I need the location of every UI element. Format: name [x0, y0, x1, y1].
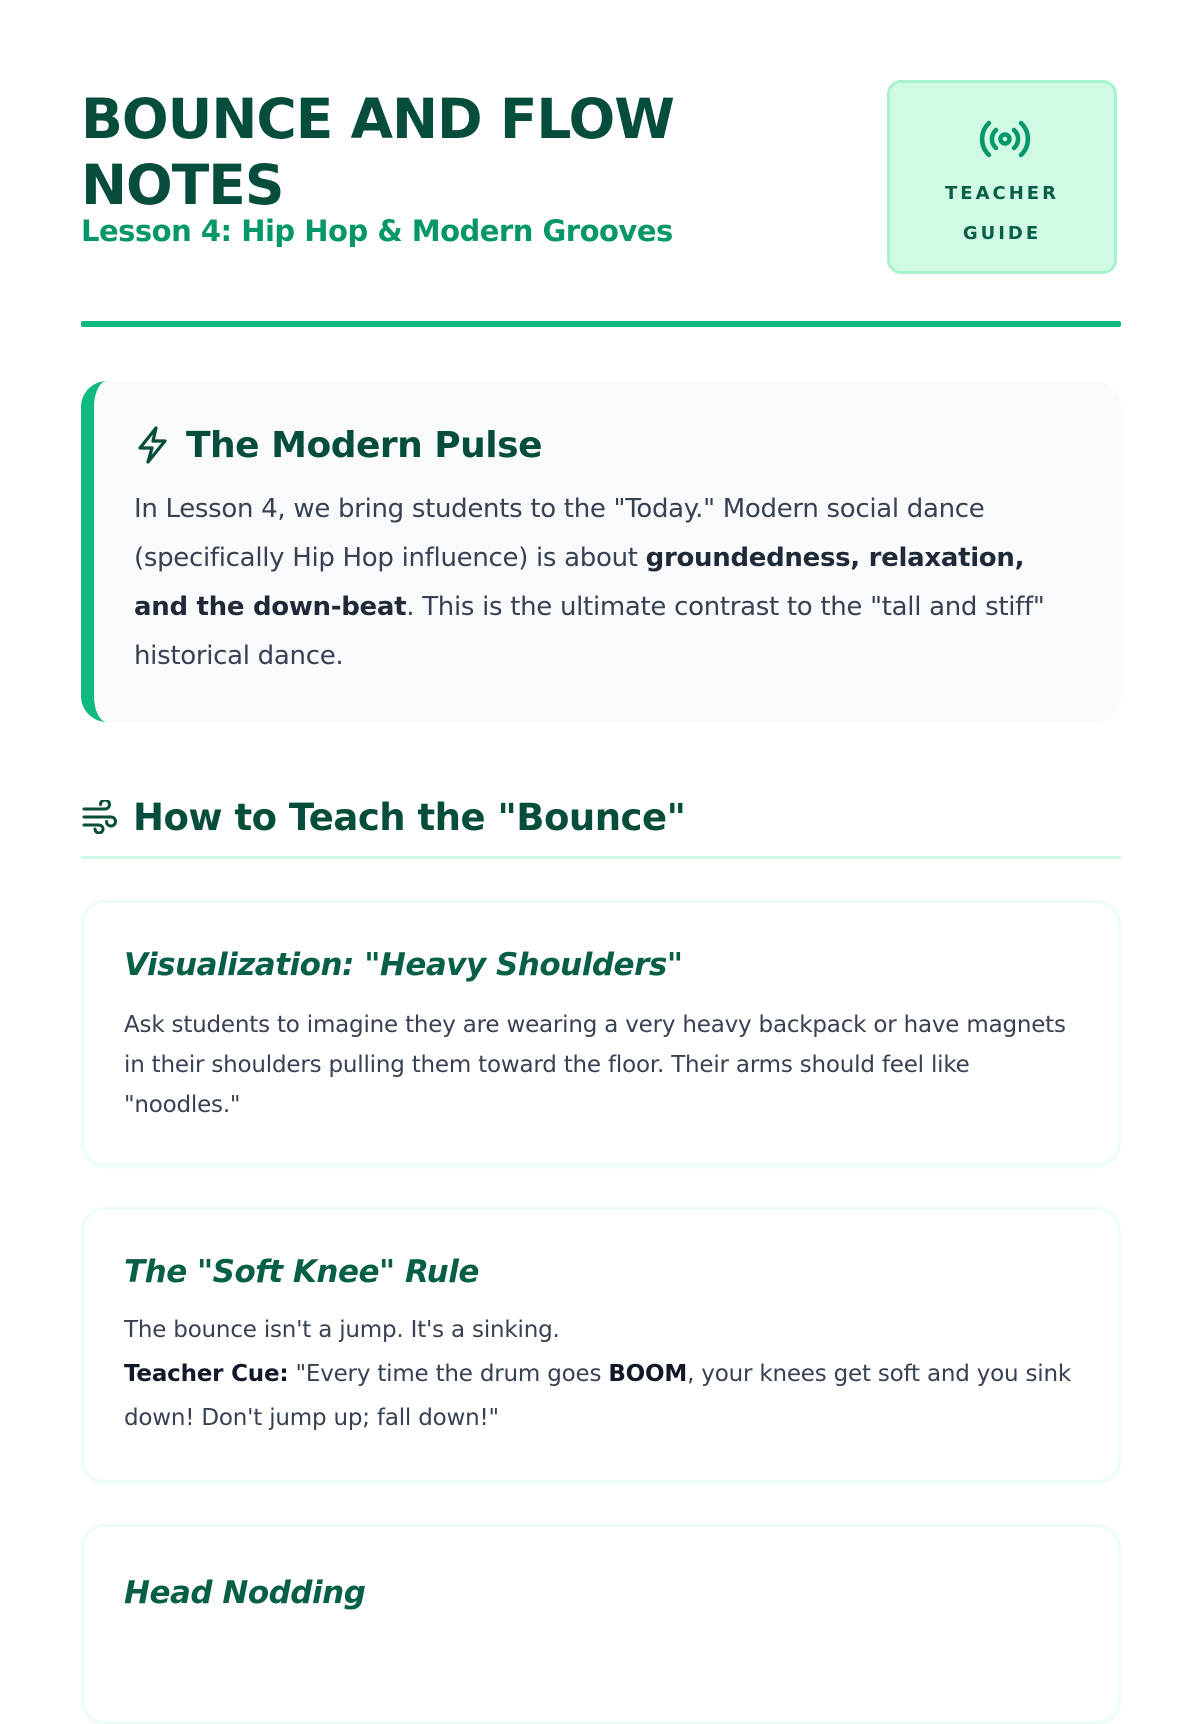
wind-icon [81, 800, 119, 834]
card-title: Visualization: "Heavy Shoulders" [124, 947, 683, 983]
section-heading-row [81, 793, 1121, 841]
page-subtitle: Lesson 4: Hip Hop & Modern Grooves [81, 214, 673, 248]
card-title: Head Nodding [124, 1575, 366, 1611]
card-text: Ask students to imagine they are wearing a very heavy backpack or have magnets in their shoulders pulling them toward the floor. Their arms should feel like "noodles." [124, 1012, 1066, 1118]
broadcast-icon [979, 117, 1031, 161]
tip-card-head-nodding [81, 1524, 1121, 1724]
card-text [124, 1308, 1078, 1440]
intro-text-start: In Lesson 4, we bring students to the "Today." Modern social dance (specifically Hip Hop influence) is about [134, 494, 985, 573]
card-title: The "Soft Knee" Rule [124, 1254, 479, 1290]
teacher-cue-end: , your knees get soft and you sink down! Don't jump up; fall down!" [124, 1361, 1071, 1431]
intro-heading-row [134, 421, 1081, 469]
intro-text-emphasis: groundedness, relaxation, and the down-beat [134, 543, 1025, 622]
badge-line-1: TEACHER [945, 183, 1059, 204]
section-title: How to Teach the "Bounce" [133, 795, 686, 839]
intro-callout [81, 381, 1121, 722]
intro-title: The Modern Pulse [186, 424, 542, 466]
teacher-cue-emphasis: BOOM [608, 1361, 688, 1387]
page-title: BOUNCE AND FLOW NOTES [81, 87, 674, 217]
teacher-guide-badge [887, 80, 1117, 274]
teacher-cue-label: Teacher Cue: [124, 1361, 289, 1387]
intro-text-end: . This is the ultimate contrast to the "tall and stiff" historical dance. [134, 592, 1045, 671]
section-divider [81, 856, 1121, 859]
page-header [81, 80, 1121, 280]
teacher-cue-start: "Every time the drum goes [288, 1361, 609, 1387]
tip-card-soft-knee [81, 1207, 1121, 1483]
badge-line-2: GUIDE [962, 223, 1042, 244]
lightning-icon [134, 425, 172, 465]
header-divider [81, 321, 1121, 327]
card-line-1: The bounce isn't a jump. It's a sinking. [124, 1317, 560, 1343]
intro-text [134, 485, 1081, 681]
tip-card-heavy-shoulders [81, 900, 1121, 1166]
